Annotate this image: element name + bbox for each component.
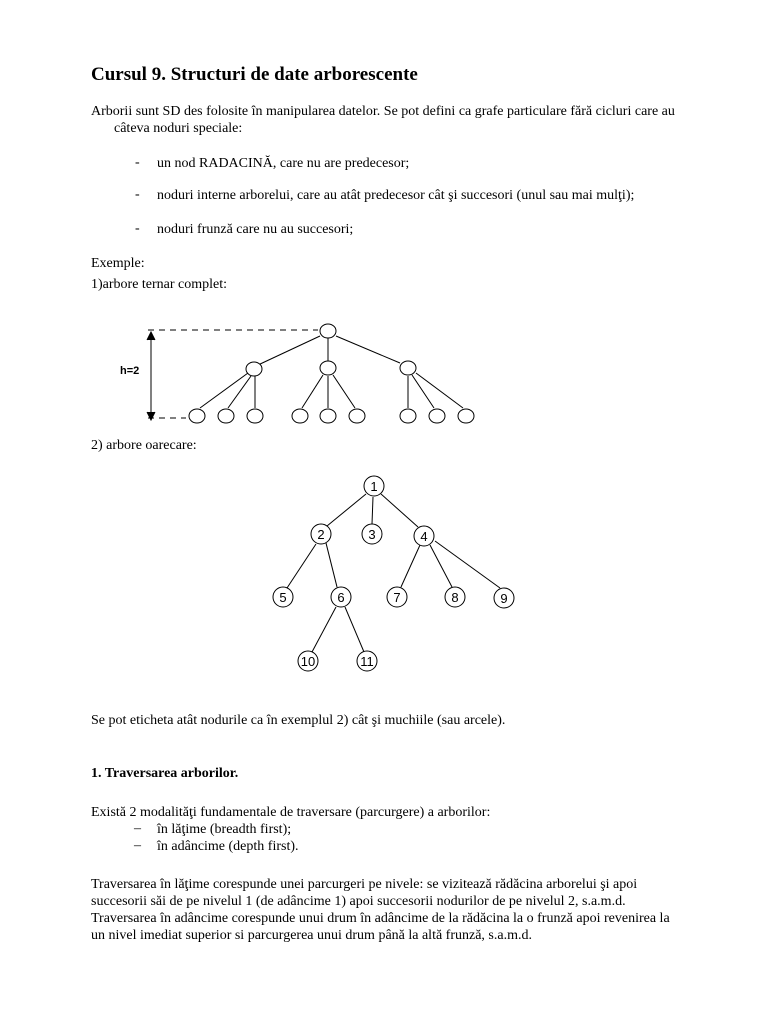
tree-node-label: 7 [393,590,401,605]
traversal-bullet: – [134,838,141,853]
edge [312,607,336,652]
edge [435,541,500,588]
edge [345,607,364,652]
tree-node-label: 11 [360,654,374,669]
labels-note: Se pot eticheta atât nodurile ca în exemplul 2) cât şi muchiile (sau arcele). [91,713,506,728]
tree-node-label: 3 [368,527,376,542]
traversal-type-dfs: în adâncime (depth first). [157,839,299,854]
intro-line-1: Arborii sunt SD des folosite în manipularea datelor. Se pot defini ca grafe particulare fără cicluri care au [91,104,675,119]
example2-label: 2) arbore oarecare: [91,438,197,453]
tree-node-label: 9 [500,591,508,606]
page-title: Cursul 9. Structuri de date arborescente [91,64,418,85]
edge [287,544,316,588]
traversal-bullet: – [134,821,141,836]
traversal-intro: Există 2 modalităţi fundamentale de traversare (parcurgere) a arborilor: [91,805,491,820]
edge [327,494,366,526]
paragraph-line: Traversarea în adâncime corespunde unui drum în adâncime de la rădăcina la o frunză apoi revenirea la [91,911,670,926]
example1-label: 1)arbore ternar complet: [91,277,228,292]
tree-node-label: 1 [370,479,378,494]
paragraph-line: succesorii săi de pe nivelul 1 (de adâncime 1) apoi succesorii nodurilor de pe nivelul 2, s.a.m.d. [91,894,626,909]
tree-node-label: 10 [300,654,316,669]
list-bullet: - [135,155,140,170]
paragraph-line: Traversarea în lăţime corespunde unei parcurgeri pe nivele: se vizitează rădăcina arborelui şi apoi [91,877,638,892]
edge [381,494,418,527]
list-item-leaf: noduri frunză care nu au succesori; [157,222,354,237]
list-bullet: - [135,221,140,236]
edge [372,497,373,524]
list-item-internal: noduri interne arborelui, care au atât predecesor cât şi succesori (unul sau mai mulţi); [157,188,635,203]
section-heading: 1. Traversarea arborilor. [91,766,239,781]
edge [326,543,337,587]
tree-node-label: 4 [420,529,428,544]
tree-node-label: 5 [279,590,287,605]
height-label: h=2 [120,365,140,377]
list-item-root: un nod RADACINĂ, care nu are predecesor; [157,156,410,171]
tree-node-label: 8 [451,590,459,605]
list-bullet: - [135,187,140,202]
tree-node-label: 6 [337,590,345,605]
traversal-type-bfs: în lăţime (breadth first); [157,822,292,837]
examples-label: Exemple: [91,256,145,271]
edge [401,545,420,587]
intro-line-2: câteva noduri speciale: [114,121,243,136]
paragraph-line: un nivel imediat superior si parcurgerea unui drum până la altă frunză, s.a.m.d. [91,928,532,943]
tree-node-label: 2 [317,527,325,542]
